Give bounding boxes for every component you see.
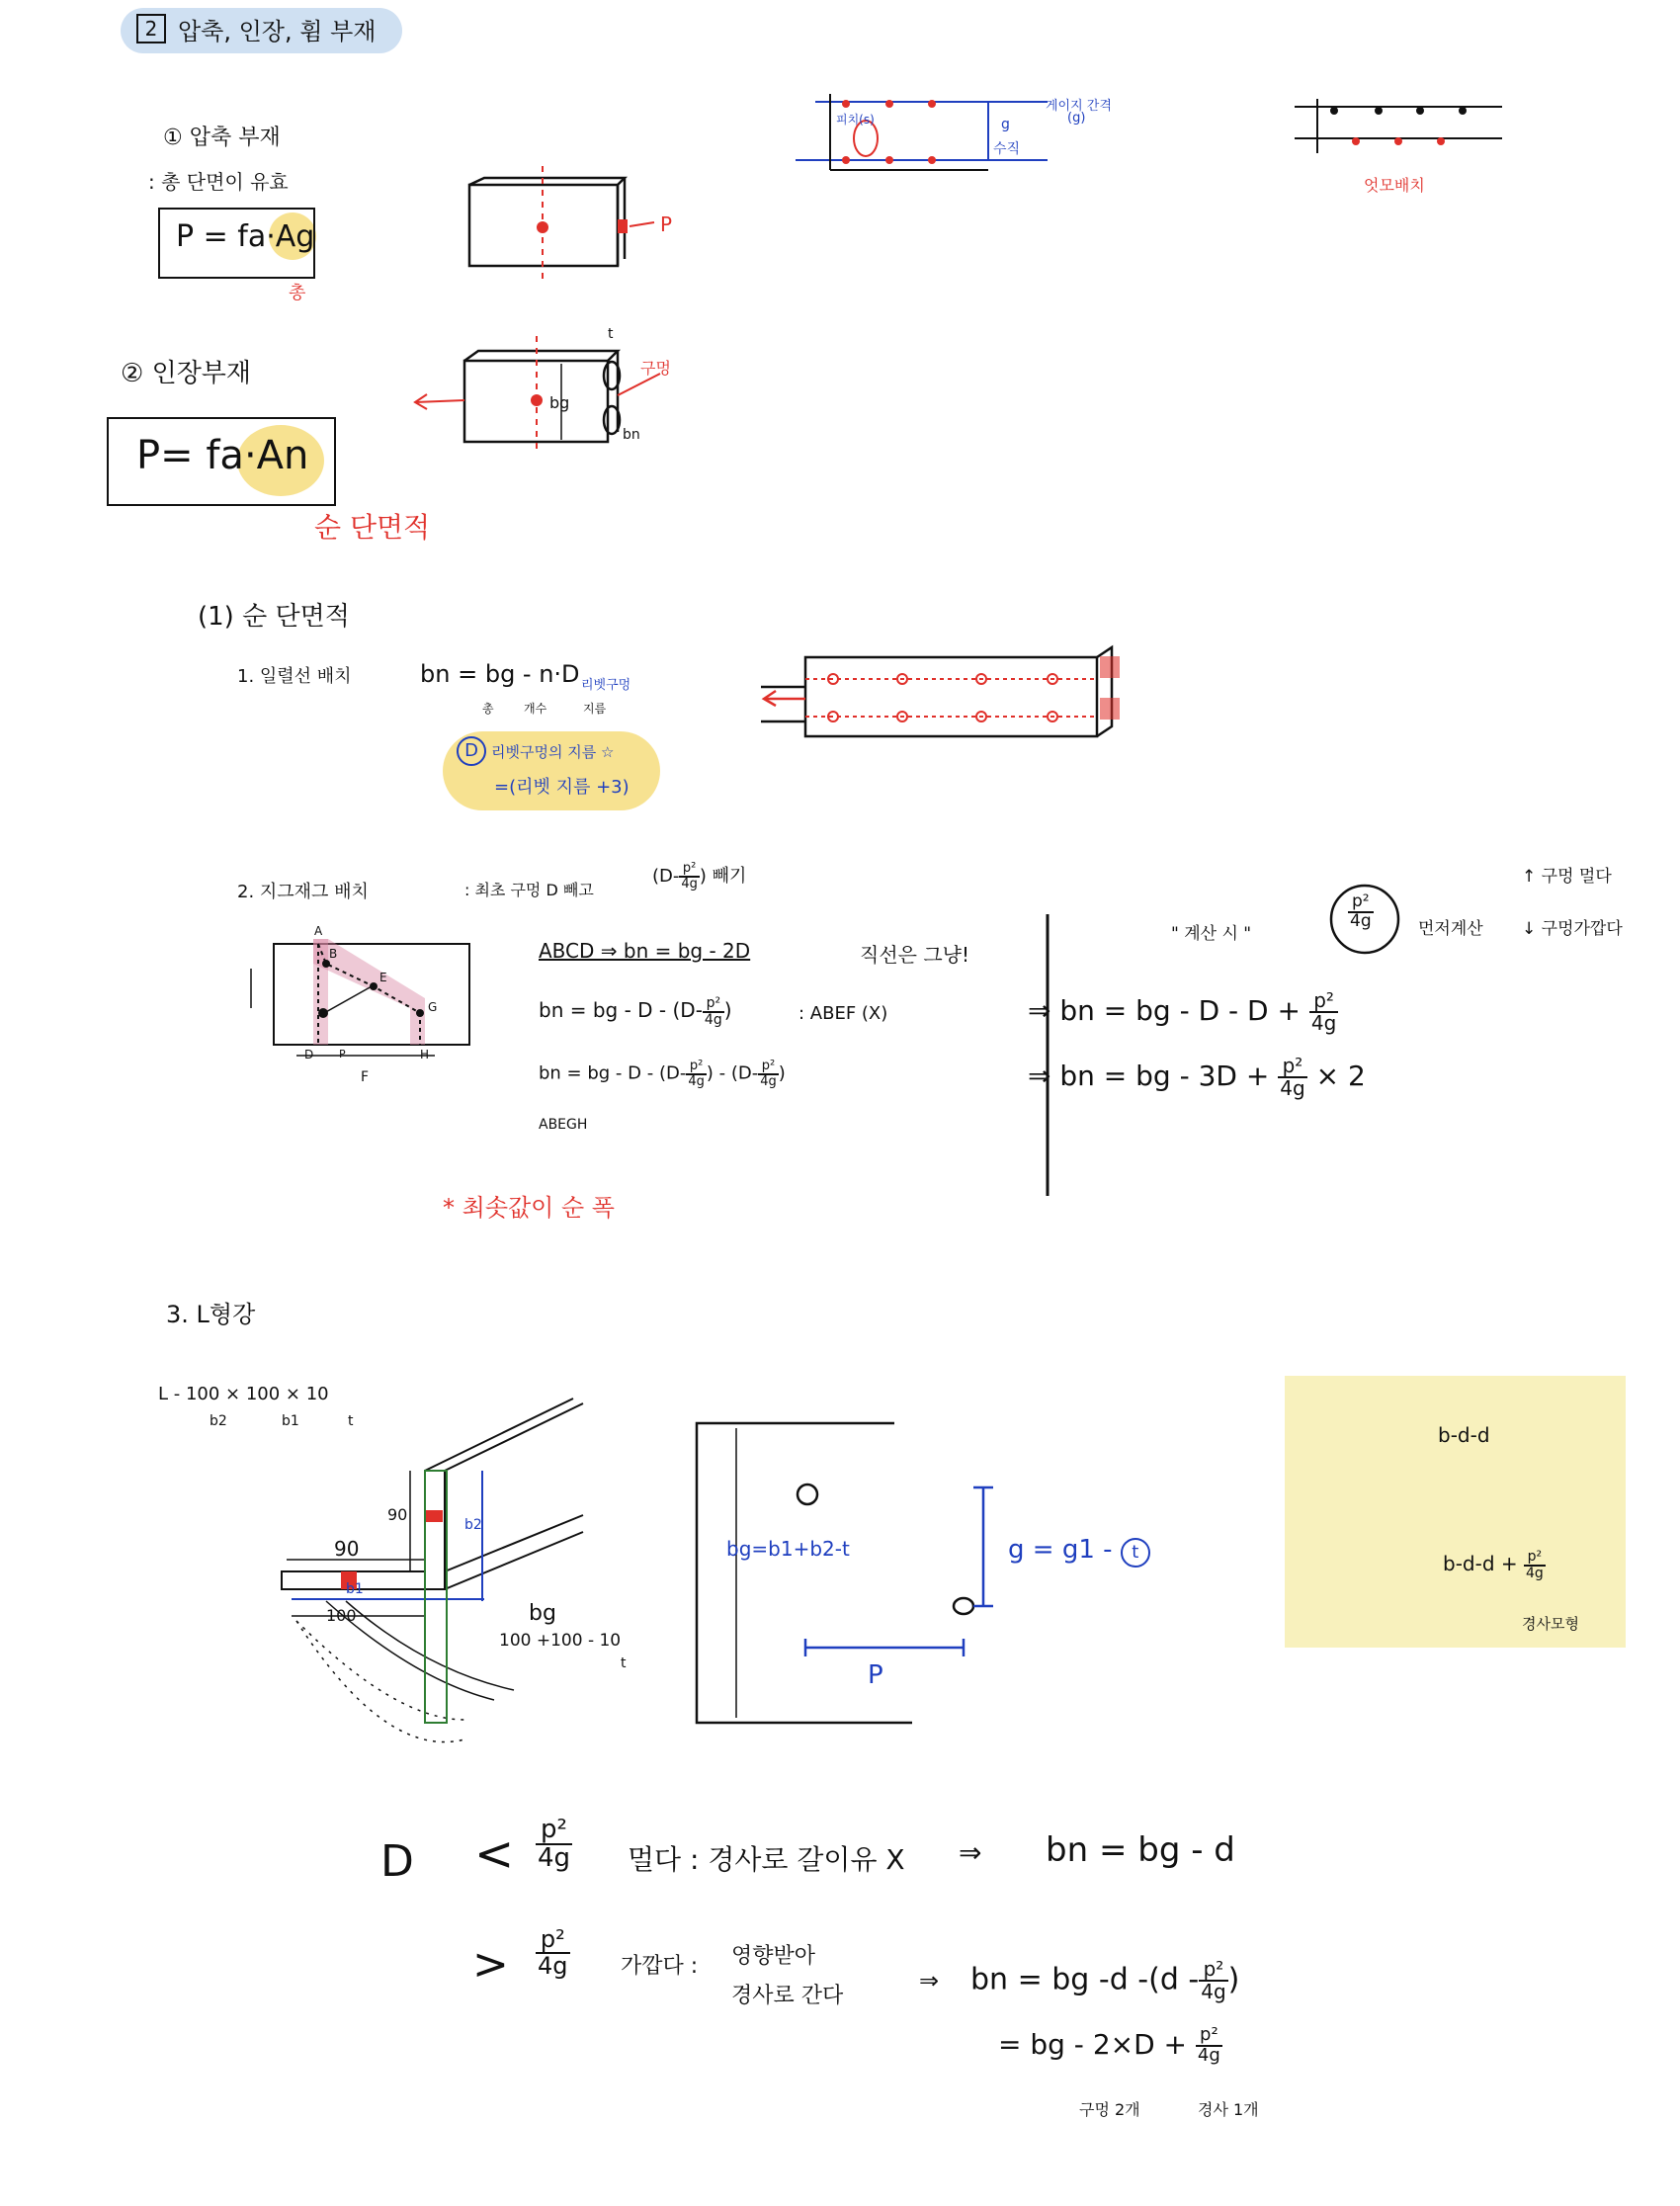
l-angle-3d — [282, 1399, 583, 1589]
down-note: ↓ 구멍가깝다 — [1522, 919, 1623, 939]
bg-eq: bg=b1+b2-t — [726, 1537, 850, 1561]
page-title: 압축, 인장, 휨 부재 — [178, 18, 377, 45]
load-marker — [618, 219, 628, 233]
b2-label: b2 — [464, 1517, 482, 1533]
pt-d: D — [304, 1048, 314, 1061]
tension-load-left — [415, 400, 464, 402]
formula-bg: bg — [484, 660, 516, 688]
bottom-frac1 — [536, 1817, 572, 1873]
frac-num: p² — [686, 1060, 707, 1075]
gauge-top-label: 게이지 간격 — [1046, 99, 1112, 114]
case2-note2-head: (D- — [652, 866, 680, 887]
line-abegh-tail: ) — [778, 1062, 786, 1084]
case1-label: 1. 일렬선 배치 — [237, 666, 352, 687]
frac-num: p² — [1524, 1550, 1546, 1567]
d-note: 리벳구멍 — [581, 678, 631, 693]
spec-b2: b2 — [210, 1413, 227, 1429]
under-d: 지름 — [583, 702, 607, 716]
frac-num: p² — [1309, 990, 1338, 1013]
line-abegh — [539, 1060, 786, 1088]
line-abegh-mid: ) - (D- — [706, 1062, 759, 1084]
plate-diagram — [761, 647, 1112, 736]
compression-load-label: P — [660, 212, 673, 236]
tension-formula-note: 순 단면적 — [314, 511, 431, 544]
bottom-arrow1: ⇒ — [959, 1836, 982, 1869]
frac-den: 4g — [1350, 910, 1372, 931]
res2-head: ⇒ bn = bg - 3D + — [1028, 1060, 1270, 1092]
line-abegh-head: bn = bg - D - (D- — [539, 1062, 687, 1084]
yellow-note-2-head: b-d-d + — [1443, 1552, 1518, 1576]
bottom-near: 가깝다 : — [621, 1954, 699, 1979]
bg-formula: bg — [529, 1601, 556, 1626]
tension-hole-note: 구멍 — [640, 359, 671, 378]
spec-t: t — [348, 1413, 354, 1429]
compression-formula-note: 총 — [289, 283, 306, 303]
yellow-note-3: 경사모형 — [1522, 1615, 1579, 1633]
b1-label: b1 — [346, 1581, 364, 1597]
bottom-res-near — [970, 1959, 1239, 2002]
bottom-far: 멀다 : 경사로 갈이유 X — [628, 1843, 905, 1876]
green-strip — [425, 1471, 447, 1723]
frac-num: p² — [703, 996, 724, 1013]
plate-holes — [805, 674, 1097, 721]
line-abef-note: : ABEF (X) — [798, 1003, 888, 1024]
compression-block — [469, 178, 625, 266]
bottom-d: D — [380, 1836, 414, 1887]
frac-den: 4g — [1280, 1076, 1305, 1100]
res-near2-head: = bg - 2×D + — [998, 2027, 1188, 2061]
frac-num: p² — [1196, 2026, 1222, 2047]
frac-den: 4g — [1526, 1565, 1544, 1581]
bottom-lt: < — [474, 1826, 515, 1882]
g-eq-head: g = g1 - — [1008, 1535, 1113, 1565]
gauge-label: g — [1001, 117, 1010, 132]
formula-lhs: bn — [420, 660, 451, 688]
frac-num: p² — [536, 1927, 570, 1954]
frac-num: p² — [1199, 1959, 1227, 1982]
frac-den: 4g — [681, 877, 698, 891]
bottom-gt: > — [472, 1939, 509, 1990]
l-spec: L - 100 × 100 × 10 — [158, 1384, 329, 1404]
dim-90a: 90 — [387, 1505, 408, 1524]
line-abef-tail: ) — [723, 998, 732, 1023]
bottom-near2: 영향받아 — [731, 1944, 816, 1969]
up-note: ↑ 구멍 멀다 — [1522, 867, 1612, 887]
pitch-holes — [842, 100, 936, 164]
conclusion: * 최솟값이 순 폭 — [443, 1194, 615, 1222]
frac-den: 4g — [704, 1011, 722, 1028]
frac-num: p² — [679, 862, 700, 878]
circled-frac — [1348, 893, 1374, 931]
l-heading: 3. L형강 — [166, 1301, 256, 1328]
count-holes: 구멍 2개 — [1079, 2100, 1140, 2119]
stagger-note: 엇모배치 — [1364, 176, 1425, 195]
gauge-top-label2: (g) — [1067, 111, 1086, 126]
frac-den: 4g — [1201, 1980, 1226, 2003]
frac-den: 4g — [688, 1073, 705, 1089]
case1-formula: bn = bg - n·D — [420, 660, 580, 688]
pitch-label: 피치(s) — [836, 113, 875, 127]
bottom-frac2 — [536, 1927, 570, 1979]
pt-b: B — [329, 947, 338, 961]
bottom-res-far: bn = bg - d — [1046, 1830, 1235, 1870]
calc-first: 먼저계산 — [1418, 919, 1483, 939]
yellow-note — [1285, 1376, 1626, 1648]
count-slope: 경사 1개 — [1198, 2100, 1259, 2119]
yellow-note-2 — [1443, 1550, 1546, 1580]
g-eq — [1008, 1535, 1150, 1568]
dim-100: 100 — [326, 1606, 357, 1625]
yellow-note-1: b-d-d — [1438, 1423, 1490, 1447]
res-near-head: bn = bg -d -(d - — [970, 1962, 1200, 1997]
res2 — [1028, 1056, 1366, 1099]
line-abef — [539, 996, 732, 1027]
gauge-dims — [805, 1487, 993, 1656]
pt-p: P — [339, 1048, 346, 1061]
tension-block — [464, 351, 620, 442]
bottom-arrow2: ⇒ — [919, 1967, 940, 1994]
frac-num: p² — [758, 1060, 779, 1075]
frac-num: p² — [1278, 1056, 1306, 1078]
case2-note: : 최초 구멍 D 빼고 — [464, 881, 594, 899]
calc-label: " 계산 시 " — [1171, 924, 1252, 944]
case2-note2 — [652, 862, 746, 891]
tension-bn-label: bn — [623, 427, 640, 443]
bottom-near3: 경사로 간다 — [731, 1984, 844, 2008]
pt-h: H — [420, 1048, 430, 1061]
gauge-note: 수직 — [993, 141, 1021, 157]
frac-den: 4g — [760, 1073, 777, 1089]
frac-num: p² — [536, 1817, 572, 1845]
d-symbol: D — [457, 736, 486, 766]
pt-a: A — [314, 924, 323, 938]
compression-note: : 총 단면이 유효 — [148, 170, 289, 194]
line-abcd-note: 직선은 그냥! — [860, 943, 969, 967]
frac-num: p² — [1348, 893, 1374, 913]
res1 — [1028, 990, 1338, 1034]
d-def: 리벳구멍의 지름 ☆ — [491, 743, 615, 761]
compression-heading: ① 압축 부재 — [163, 126, 281, 150]
stagger-holes — [1330, 107, 1467, 145]
under-n: 개수 — [524, 702, 547, 716]
bg-calc: 100 +100 - 10 — [499, 1631, 622, 1651]
net-area-heading: (1) 순 단면적 — [198, 602, 350, 632]
abegh-label: ABEGH — [539, 1117, 588, 1133]
res1-head: ⇒ bn = bg - D - D + — [1028, 994, 1301, 1027]
g-eq-t: t — [1121, 1538, 1150, 1568]
tension-t-label: t — [608, 326, 614, 342]
p-label: P — [868, 1660, 883, 1690]
tension-centroid — [531, 394, 543, 406]
bg-calc-t: t — [621, 1655, 627, 1671]
frac-den: 4g — [538, 1952, 568, 1981]
dim-90b: 90 — [334, 1537, 360, 1561]
compression-load-arrow — [630, 222, 654, 226]
case2-note2-tail: ) 빼기 — [699, 866, 747, 887]
compression-formula: P = fa·Ag — [176, 219, 315, 254]
spec-b1: b1 — [282, 1413, 299, 1429]
res-near-tail: ) — [1227, 1962, 1240, 1997]
compression-centroid — [537, 221, 548, 233]
zigzag-diagram — [251, 939, 469, 1056]
l-dims-blue — [292, 1471, 484, 1601]
pt-f: F — [361, 1069, 370, 1085]
tension-formula: P= fa·An — [136, 433, 309, 478]
line-abef-head: bn = bg - D - (D- — [539, 998, 703, 1023]
unfolded-plate — [697, 1423, 973, 1723]
tension-bg-label: bg — [549, 393, 570, 412]
res2-tail: × 2 — [1315, 1060, 1366, 1092]
line-abcd: ABCD ⇒ bn = bg - 2D — [539, 939, 751, 963]
formula-nd: n·D — [539, 660, 580, 688]
frac-den: 4g — [1197, 2044, 1220, 2066]
frac-den: 4g — [538, 1843, 571, 1874]
d-def2: =(리벳 지름 +3) — [494, 777, 630, 798]
pt-e: E — [379, 971, 387, 984]
case2-label: 2. 지그재그 배치 — [237, 882, 369, 902]
pt-g: G — [428, 1000, 438, 1014]
bottom-res-near2 — [998, 2026, 1222, 2066]
frac-den: 4g — [1310, 1011, 1337, 1035]
section-number: 2 — [136, 14, 166, 43]
tension-heading: ② 인장부재 — [121, 359, 252, 388]
under-bg: 총 — [482, 702, 494, 716]
